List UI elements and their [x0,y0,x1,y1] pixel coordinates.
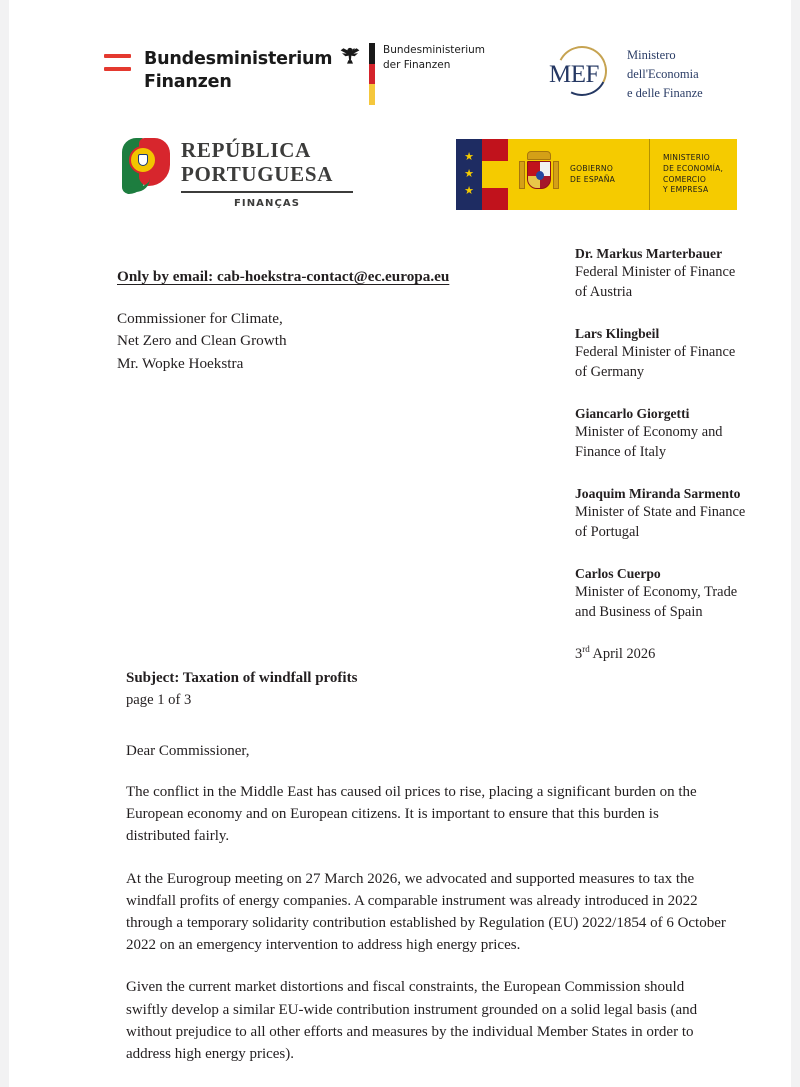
ministry-logo-band [9,0,791,230]
logo-portugal-line1: REPÚBLICA [181,138,311,162]
signatory-item [575,244,785,303]
signatory-name: Carlos Cuerpo [575,566,661,582]
logo-austria [104,48,332,94]
signatory-role-line-2: of Portugal [575,524,640,541]
salutation: Dear Commissioner, [126,743,250,759]
logo-austria-line2: Finanzen [144,72,232,93]
logo-germany-line1: Bundesministerium [383,44,485,56]
logo-spain-gov-line1: GOBIERNO [570,163,614,173]
logo-austria-text [144,48,332,94]
logo-portugal-text [181,138,353,209]
logo-italy [549,42,703,102]
signatory-role-line-1: Federal Minister of Finance [575,264,736,281]
logo-portugal [122,138,353,209]
portugal-shield-icon [122,138,170,194]
signatory-role-line-2: Finance of Italy [575,444,667,461]
logo-germany-text [383,43,485,73]
page-count-label: page 1 of 3 [126,691,192,708]
letter-page [9,0,791,1087]
austria-flag-icon [104,54,131,71]
signatory-name: Giancarlo Giorgetti [575,406,690,422]
signatory-role-line-2: and Business of Spain [575,604,703,621]
logo-italy-line2: dell'Economia [627,66,699,81]
signatory-name: Joaquim Miranda Sarmento [575,486,741,502]
logo-portugal-divider [181,191,353,193]
signatory-role-line-1: Minister of State and Finance [575,504,746,521]
logo-austria-line1: Bundesministerium [144,49,333,69]
page-edge-right [791,0,800,1087]
page-edge-left [0,0,9,1087]
subject-block [126,669,357,710]
logo-spain-government-text [570,139,650,210]
logo-spain-min-line2: DE ECONOMÍA, COMERCIO [663,163,724,184]
body-paragraph-1: The conflict in the Middle East has caused oil prices to rise, placing a significant burden on the European economy and on European citizens. It is important to ensure that this burden is distributed fairly. [126,784,697,845]
logo-italy-line3: e delle Finanze [627,85,703,100]
signatory-name: Lars Klingbeil [575,326,660,342]
signatory-role-line-1: Minister of Economy, Trade [575,584,738,601]
mef-wordmark: MEF [549,61,599,88]
logo-spain-gov-line2: DE ESPAÑA [570,174,616,184]
body-paragraph-2: At the Eurogroup meeting on 27 March 2026, we advocated and supported measures to tax the windfall profits of energy companies. A comparable instrument was already introduced in 2022 through a temporary solidarity contribution established by Regulation (EU) 2022/1854 of 6 October 2022 on an emergency intervention to address high energy prices. [126,870,726,954]
signatory-item [575,404,785,463]
germany-flag-bar-icon [369,43,375,105]
email-only-line: Only by email: cab-hoekstra-contact@ec.europa.eu [117,268,450,285]
logo-portugal-line2: PORTUGUESA [181,162,334,187]
logo-italy-text [627,46,703,102]
addressee-block [117,308,497,375]
mef-ring-icon [549,44,617,100]
address-block [117,268,497,375]
logo-spain-min-line3: Y EMPRESA [663,185,709,195]
logo-italy-line1: Ministero [627,48,676,62]
logo-spain-ministry-text [650,139,737,210]
letter-date-month-year: April 2026 [589,646,656,663]
logo-spain-min-line1: MINISTERIO [663,152,710,162]
logo-spain [456,139,737,210]
german-federal-eagle-icon [339,44,361,66]
spain-eu-flag-strip-icon: ★ ★ ★ [456,139,508,210]
spain-coat-of-arms-icon [508,139,570,210]
signatory-role-line-1: Minister of Economy and [575,424,723,441]
letter-body [126,781,726,1085]
letter-date-day: 3 [575,646,583,663]
logo-portugal-subtitle: FINANÇAS [233,197,301,209]
letter-date-ordinal: rd [582,644,590,655]
signatory-item [575,564,785,623]
logo-germany [339,42,485,105]
signatory-item [575,484,785,543]
signatory-item [575,324,785,383]
addressee-line-2: Net Zero and Clean Growth [117,332,287,350]
signatory-role-line-2: of Austria [575,284,633,301]
signatory-name: Dr. Markus Marterbauer [575,246,723,261]
logo-germany-line2: der Finanzen [383,58,451,71]
letter-date [575,644,785,663]
body-paragraph-3: Given the current market distortions and fiscal constraints, the European Commission should swiftly develop a similar EU-wide contribution instrument grounded on a solid legal basis (and without prejudice to all other efforts and measures by the individual Member States in order to address high energy prices). [126,979,698,1062]
addressee-line-3: Mr. Wopke Hoekstra [117,354,244,372]
signatory-role-line-2: of Germany [575,364,645,381]
signatory-role-line-1: Federal Minister of Finance [575,344,736,361]
subject-line: Subject: Taxation of windfall profits [126,670,358,686]
addressee-line-1: Commissioner for Climate, [117,310,283,327]
signatory-list [575,244,785,663]
